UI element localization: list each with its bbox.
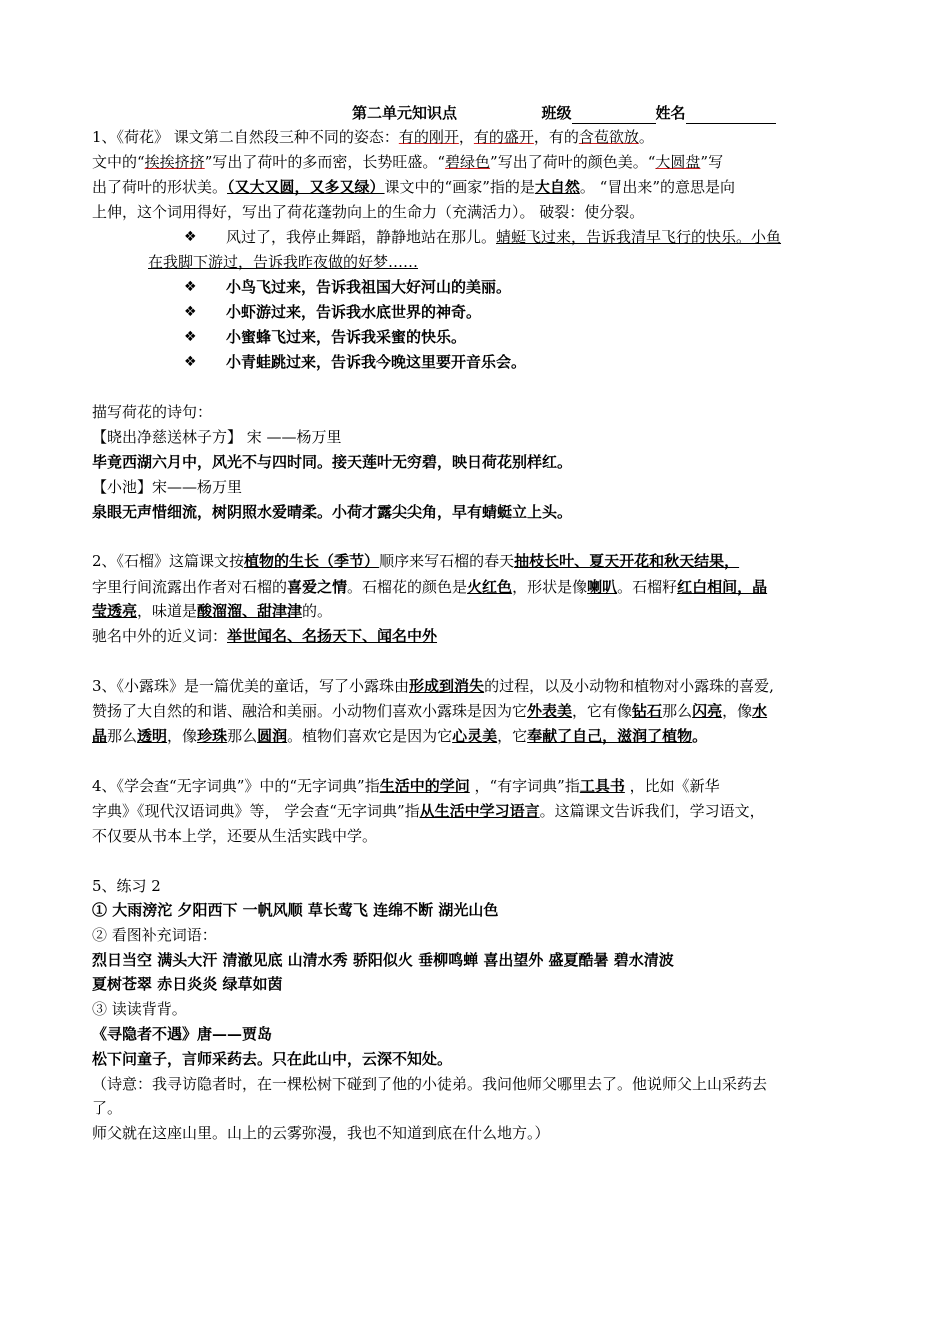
poems-heading: 描写荷花的诗句： (92, 403, 213, 421)
name-label: 姓名 (655, 104, 686, 122)
s1-line2: 文中的“挨挨挤挤”写出了荷叶的多而密，长势旺盛。“碧绿色”写出了荷叶的颜色美。“大圆盘”写 (92, 153, 724, 171)
s5-heading: 5、练习 2 (92, 877, 161, 895)
s2-line1: 2、《石榴》这篇课文按植物的生长（季节）顺序来写石榴的春天抽枝长叶、夏天开花和秋天结果， (92, 552, 740, 570)
poem1-text: 毕竟西湖六月中，风光不与四时同。接天莲叶无穷碧，映日荷花别样红。 (92, 453, 573, 471)
poem2-text: 泉眼无声惜细流，树阴照水爱晴柔。小荷才露尖尖角，早有蜻蜓立上头。 (92, 503, 573, 521)
s1-line3: 出了荷叶的形状美。（又大又圆，又多又绿）课文中的“画家”指的是大自然。 “冒出来”的意思是向 (92, 178, 735, 196)
bullet-icon: ❖ (184, 329, 197, 345)
bullet-icon: ❖ (184, 279, 197, 295)
poem2-title: 【小池】宋——杨万里 (92, 478, 243, 496)
s1-line1: 1、《荷花》 课文第二自然段三种不同的姿态：有的刚开，有的盛开，有的含苞欲放。 (92, 128, 654, 146)
s3-line3: 晶那么透明，像珍珠那么圆润。植物们喜欢它是因为它心灵美，它奉献了自己，滋润了植物。 (92, 727, 708, 745)
s5-note2: 了。 (92, 1099, 123, 1117)
bullet-5: 小青蛙跳过来，告诉我今晚这里要开音乐会。 (226, 353, 527, 371)
s5-poem-text: 松下问童子，言师采药去。只在此山中，云深不知处。 (92, 1050, 453, 1068)
bullet-icon: ❖ (184, 354, 197, 370)
s4-line1: 4、《学会查“无字词典”》中的“无字词典”指生活中的学问 ，“有字词典”指工具书 ，比如《新华 (92, 777, 720, 795)
s5-line5: ③ 读读背背。 (92, 1000, 187, 1018)
s4-line2: 字典》《现代汉语词典》等， 学会查“无字词典”指从生活中学习语言。这篇课文告诉我们，学习语文， (92, 802, 765, 820)
s2-line2: 字里行间流露出作者对石榴的喜爱之情。石榴花的颜色是火红色，形状是像喇叭。石榴籽红白相间，晶 (92, 578, 768, 596)
class-blank (572, 107, 656, 124)
s3-line2: 赞扬了大自然的和谐、融洽和美丽。小动物们喜欢小露珠是因为它外表美，它有像钻石那么闪亮，像水 (92, 702, 768, 720)
s4-line3: 不仅要从书本上学，还要从生活实践中学。 (92, 827, 378, 845)
s5-note1: （诗意：我寻访隐者时，在一棵松树下碰到了他的小徒弟。我问他师父哪里去了。他说师父上山采药去 (92, 1075, 768, 1093)
bullet-1-cont: 在我脚下游过，告诉我昨夜做的好梦…… (148, 253, 419, 271)
poem1-title: 【晓出净慈送林子方】 宋 ——杨万里 (92, 428, 342, 446)
s5-poem-title: 《寻隐者不遇》唐——贾岛 (92, 1025, 273, 1043)
s5-note3: 师父就在这座山里。山上的云雾弥漫，我也不知道到底在什么地方。） (92, 1124, 550, 1142)
bullet-icon: ❖ (184, 229, 197, 245)
s5-line1: ① 大雨滂沱 夕阳西下 一帆风顺 草长莺飞 连绵不断 湖光山色 (92, 901, 499, 919)
title-text: 第二单元知识点 (352, 104, 458, 122)
s1-line4: 上伸，这个词用得好，写出了荷花蓬勃向上的生命力（充满活力）。 破裂：使分裂。 (92, 203, 645, 221)
s3-line1: 3、《小露珠》是一篇优美的童话，写了小露珠由形成到消失的过程，以及小动物和植物对小露珠的喜爱, (92, 677, 774, 695)
bullet-2: 小鸟飞过来，告诉我祖国大好河山的美丽。 (226, 278, 512, 296)
s5-line4: 夏树苍翠 赤日炎炎 绿草如茵 (92, 975, 283, 993)
bullet-icon: ❖ (184, 304, 197, 320)
s2-line4: 驰名中外的近义词：举世闻名、名扬天下、闻名中外 (92, 627, 438, 645)
bullet-3: 小虾游过来，告诉我水底世界的神奇。 (226, 303, 482, 321)
name-blank (686, 107, 776, 124)
s5-line2: ② 看图补充词语： (92, 926, 217, 944)
class-label: 班级 (541, 104, 572, 122)
s5-line3: 烈日当空 满头大汗 清澈见底 山清水秀 骄阳似火 垂柳鸣蝉 喜出望外 盛夏酷暑 碧水清波 (92, 951, 674, 969)
bullet-1: 风过了，我停止舞蹈，静静地站在那儿。蜻蜓飞过来，告诉我清早飞行的快乐。小鱼 (226, 228, 782, 246)
page-title (352, 102, 776, 124)
bullet-4: 小蜜蜂飞过来，告诉我采蜜的快乐。 (226, 328, 467, 346)
s2-line3: 莹透亮，味道是酸溜溜、甜津津的。 (92, 602, 333, 620)
